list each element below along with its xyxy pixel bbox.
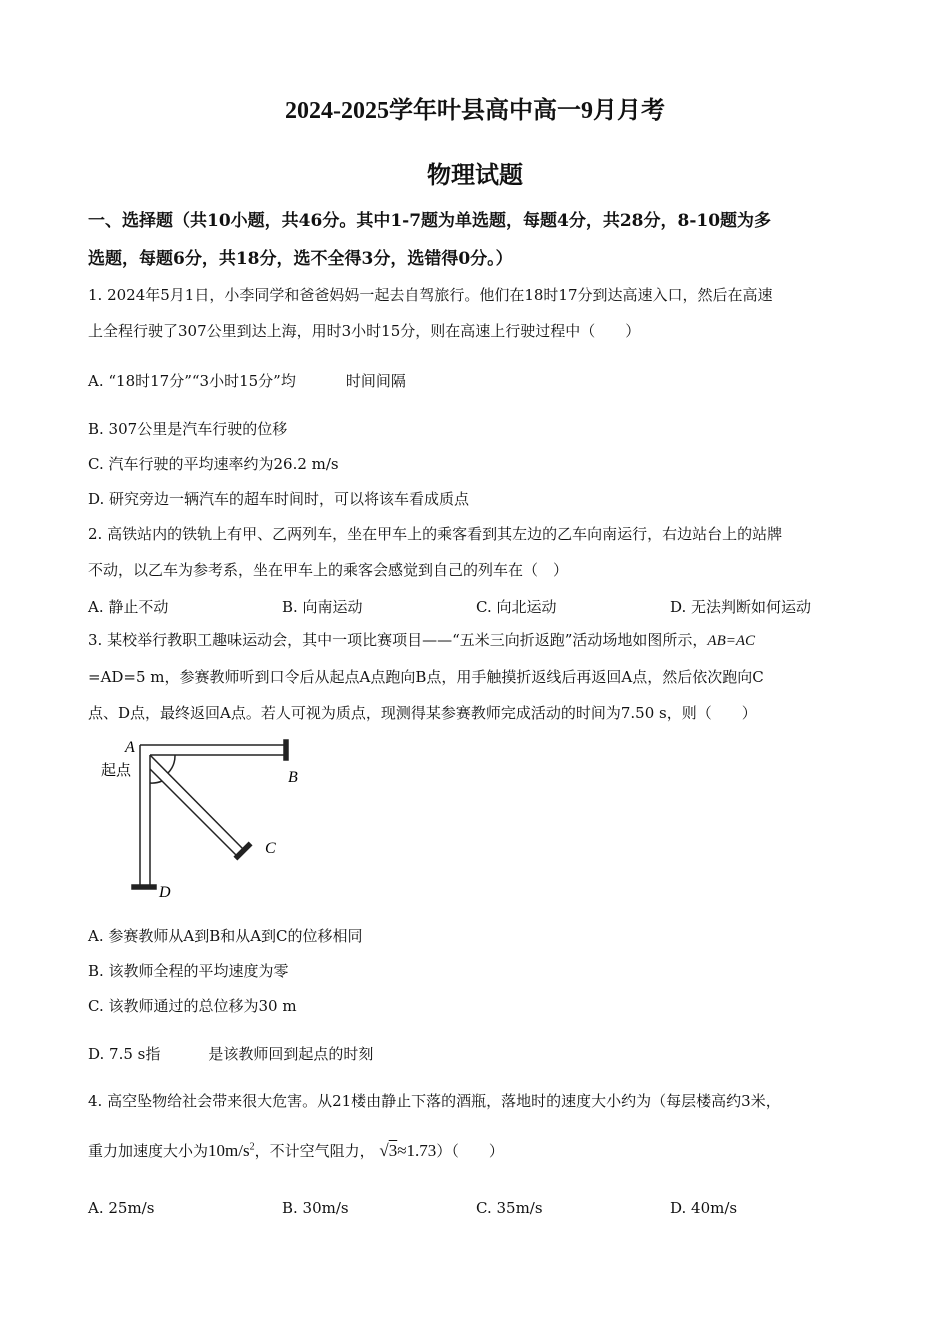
q1-option-b: B. 307公里是汽车行驶的位移 xyxy=(88,420,288,438)
q1-option-d: D. 研究旁边一辆汽车的超车时间时，可以将该车看成质点 xyxy=(88,490,470,508)
q3-option-c: C. 该教师通过的总位移为30 m xyxy=(88,997,297,1015)
exam-subtitle: 物理试题 xyxy=(427,163,523,189)
q2-option-b: B. 向南运动 xyxy=(282,598,363,616)
section-heading-line1: 一、选择题（共10小题，共46分。其中1-7题为单选题，每题4分，共28分，8-10题为多 xyxy=(88,211,772,231)
diagram-svg xyxy=(95,735,325,905)
section-heading-line2: 选题，每题6分，共18分，选不全得3分，选错得0分。） xyxy=(88,249,513,269)
angle-arc-1 xyxy=(168,755,175,773)
q3-option-b: B. 该教师全程的平均速度为零 xyxy=(88,962,289,980)
q4-option-b: B. 30m/s xyxy=(282,1199,349,1217)
q3-stem-line2: =AD=5 m，参赛教师听到口令后从起点A点跑向B点，用手触摸折返线后再返回A点，然后依次跑向C xyxy=(88,668,764,686)
question-1-stem xyxy=(88,277,868,349)
turn-line-d xyxy=(132,885,156,889)
label-a: A xyxy=(125,739,135,756)
q2-option-a: A. 静止不动 xyxy=(88,598,169,616)
section-heading xyxy=(88,202,868,278)
q3-stem-line1: 3. 某校举行教职工趣味运动会，其中一项比赛项目——“五米三向折返跑”活动场地如图所示，AB=AC xyxy=(88,631,756,649)
q1-option-a: A. “18时17分”“3小时15分”均 时间间隔 xyxy=(88,372,406,390)
q2-stem-line2: 不动，以乙车为参考系，坐在甲车上的乘客会感觉到自己的列车在（ ） xyxy=(88,561,569,579)
label-b: B xyxy=(288,769,298,786)
q2-option-c: C. 向北运动 xyxy=(476,598,557,616)
gravity-value: $10m/s^2$ xyxy=(208,1141,255,1160)
sqrt-icon: √ xyxy=(379,1141,389,1160)
turn-line-b xyxy=(284,740,288,760)
q4-option-a: A. 25m/s xyxy=(88,1199,155,1217)
label-d: D xyxy=(159,884,171,901)
q3-option-d: D. 7.5 s指 是该教师回到起点的时刻 xyxy=(88,1045,374,1063)
q2-stem-line1: 2. 高铁站内的铁轨上有甲、乙两列车，坐在甲车上的乘客看到其左边的乙车向南运行，右边站台上的站牌 xyxy=(88,525,783,543)
q4-option-d: D. 40m/s xyxy=(670,1199,738,1217)
label-start: 起点 xyxy=(101,761,132,779)
turn-line-c xyxy=(235,843,252,860)
sqrt-expression: √3≈1.73 xyxy=(379,1141,437,1160)
arm-ac-upper xyxy=(150,755,245,851)
q3-stem-line3: 点、D点，最终返回A点。若人可视为质点，现测得某参赛教师完成活动的时间为7.50 s，则（ ） xyxy=(88,704,757,722)
running-field-diagram xyxy=(95,735,325,905)
label-c: C xyxy=(265,840,276,857)
arm-ab xyxy=(140,745,285,755)
q1-stem-line2: 上全程行驶了307公里到达上海，用时3小时15分，则在高速上行驶过程中（ ） xyxy=(88,322,641,340)
arm-ad xyxy=(140,745,150,887)
q3-option-a: A. 参赛教师从A到B和从A到C的位移相同 xyxy=(88,927,363,945)
question-2-stem xyxy=(88,516,868,588)
angle-arc-2 xyxy=(150,781,162,783)
exam-title: 2024-2025学年叶县高中高一9月月考 xyxy=(285,98,665,124)
q2-option-d: D. 无法判断如何运动 xyxy=(670,598,812,616)
q1-stem-line1: 1. 2024年5月1日，小李同学和爸爸妈妈一起去自驾旅行。他们在18时17分到达高速入口，然后在高速 xyxy=(88,286,773,304)
q4-option-c: C. 35m/s xyxy=(476,1199,543,1217)
q1-option-c: C. 汽车行驶的平均速率约为26.2 m/s xyxy=(88,455,339,473)
q4-stem-line1: 4. 高空坠物给社会带来很大危害。从21楼由静止下落的酒瓶，落地时的速度大小约为（每层楼高约3米， xyxy=(88,1092,781,1110)
q4-stem-line2: 重力加速度大小为$10m/s^2$，不计空气阻力， √3≈1.73）（ ） xyxy=(88,1141,504,1160)
question-3-stem xyxy=(88,622,868,731)
arm-ac-lower xyxy=(150,769,238,857)
